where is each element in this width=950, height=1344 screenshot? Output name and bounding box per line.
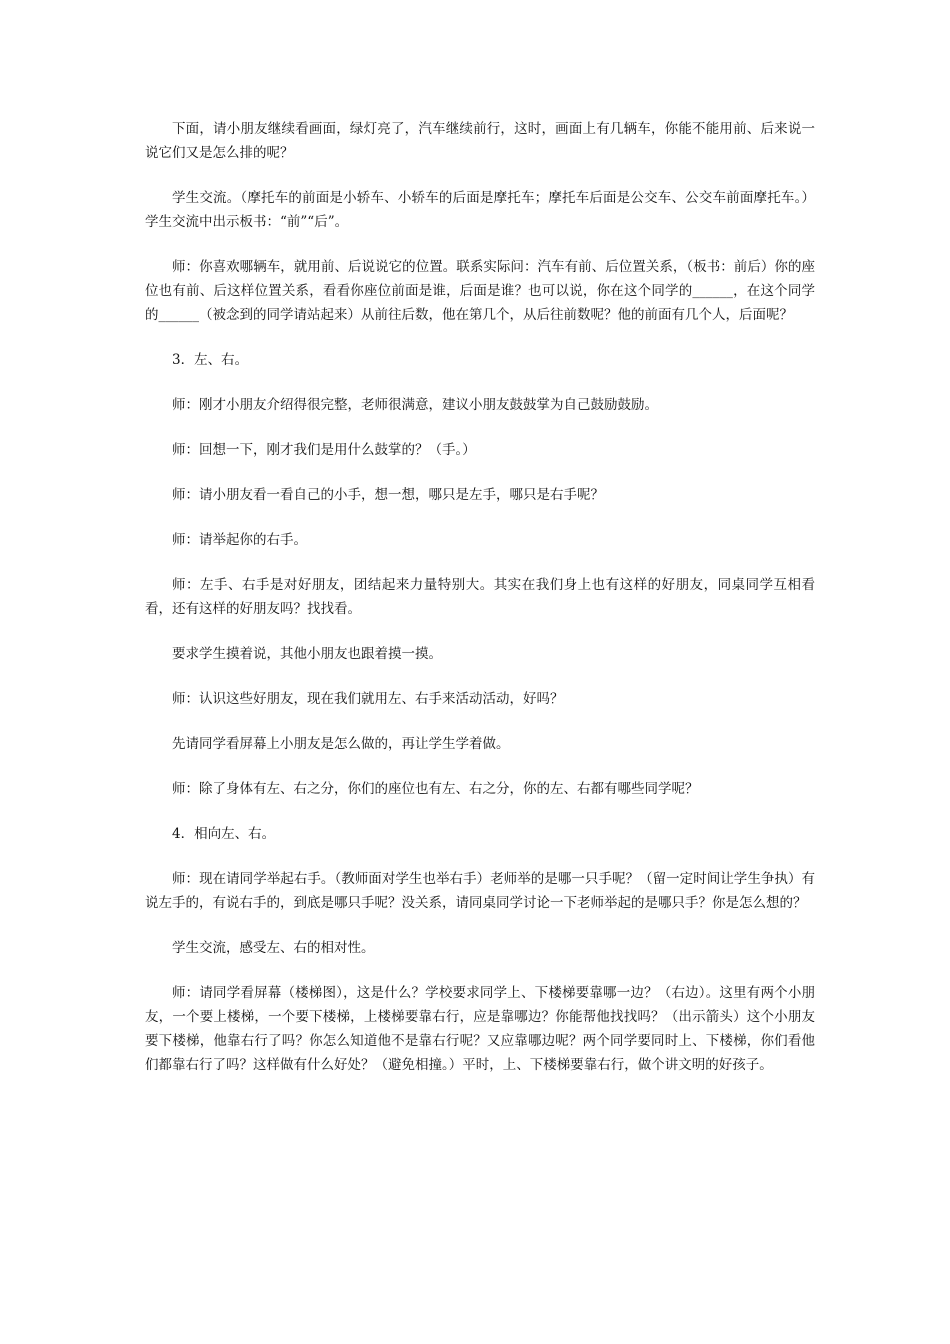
- paragraph-13: 师：除了身体有左、右之分，你们的座位也有左、右之分，你的左、右都有哪些同学呢？: [172, 781, 699, 797]
- document-page: [145, 117, 815, 1098]
- paragraph-1: 下面，请小朋友继续看画面，绿灯亮了，汽车继续前行，这时，画面上有几辆车，你能不能用前、后来说一说它们又是怎么排的呢？: [145, 121, 815, 161]
- paragraph-8: 师：请举起你的右手。: [172, 532, 307, 548]
- paragraph-9: 师：左手、右手是对好朋友，团结起来力量特别大。其实在我们身上也有这样的好朋友，同桌同学互相看看，还有这样的好朋友吗？找找看。: [145, 577, 815, 617]
- paragraph-6: 师：回想一下，刚才我们是用什么鼓掌的？（手。）: [172, 442, 476, 458]
- paragraph-11: 师：认识这些好朋友，现在我们就用左、右手来活动活动，好吗？: [172, 691, 564, 707]
- paragraph-3: 师：你喜欢哪辆车，就用前、后说说它的位置。联系实际问：汽车有前、后位置关系，（板书：前后）你的座位也有前、后这样位置关系，看看你座位前面是谁，后面是谁？也可以说，你在这个同学的______，在这个同学的______（被念到的同学请站起来）从前往后数，他在第几个，从后往前数呢？他的前面有几个人，后面呢？: [145, 259, 815, 323]
- paragraph-7: 师：请小朋友看一看自己的小手，想一想，哪只是左手，哪只是右手呢？: [172, 487, 604, 503]
- paragraph-17: 师：请同学看屏幕（楼梯图），这是什么？学校要求同学上、下楼梯要靠哪一边？（右边）。这里有两个小朋友，一个要上楼梯，一个要下楼梯，上楼梯要靠右行，应是靠哪边？你能帮他找找吗？（出示箭头）这个小朋友要下楼梯，他靠右行了吗？你怎么知道他不是靠右行呢？又应靠哪边呢？两个同学要同时上、下楼梯，你们看他们都靠右行了吗？这样做有什么好处？（避免相撞。）平时，上、下楼梯要靠右行，做个讲文明的好孩子。: [145, 985, 815, 1073]
- paragraph-10: 要求学生摸着说，其他小朋友也跟着摸一摸。: [172, 646, 442, 662]
- paragraph-15: 师：现在请同学举起右手。（教师面对学生也举右手）老师举的是哪一只手呢？（留一定时间让学生争执）有说左手的，有说右手的，到底是哪只手呢？没关系，请同桌同学讨论一下老师举起的是哪只手？你是怎么想的？: [145, 871, 815, 911]
- section-heading-4: 4．相向左、右。: [172, 826, 276, 842]
- paragraph-16: 学生交流，感受左、右的相对性。: [172, 940, 375, 956]
- paragraph-12: 先请同学看屏幕上小朋友是怎么做的，再让学生学着做。: [172, 736, 510, 752]
- paragraph-5: 师：刚才小朋友介绍得很完整，老师很满意，建议小朋友鼓鼓掌为自己鼓励鼓励。: [172, 397, 658, 413]
- section-heading-3: 3．左、右。: [172, 352, 249, 368]
- paragraph-2: 学生交流。（摩托车的前面是小轿车、小轿车的后面是摩托车；摩托车后面是公交车、公交车前面摩托车。）学生交流中出示板书：“前”“后”。: [145, 190, 815, 230]
